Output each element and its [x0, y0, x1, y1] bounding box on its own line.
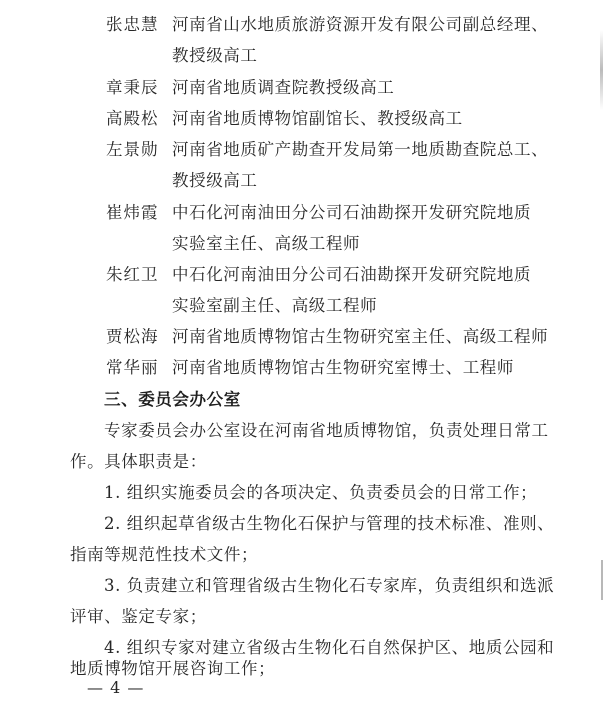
member-title: 河南省地质博物馆古生物研究室主任、高级工程师: [172, 327, 549, 346]
member-title: 河南省地质矿产勘查开发局第一地质勘查院总工、: [172, 140, 549, 159]
member-name: 张忠慧: [106, 15, 159, 34]
page-number: — 4 —: [87, 678, 145, 697]
section-intro-line: 作。具体职责是：: [70, 452, 207, 471]
member-name: 朱红卫: [106, 265, 159, 284]
member-title: 教授级高工: [172, 171, 258, 190]
duty-item: 4. 组织专家对建立省级古生物化石自然保护区、地质公园和: [104, 638, 555, 657]
duty-item: 2. 组织起草省级古生物化石保护与管理的技术标准、准则、: [104, 514, 555, 533]
member-name: 章秉辰: [106, 78, 159, 97]
duty-item: 1. 组织实施委员会的各项决定、负责委员会的日常工作；: [104, 483, 538, 502]
member-title: 河南省地质博物馆古生物研究室博士、工程师: [172, 358, 514, 377]
member-title: 河南省地质调查院教授级高工: [172, 78, 395, 97]
duty-item-continuation: 评审、鉴定专家；: [70, 607, 207, 626]
member-name: 崔炜霞: [106, 203, 159, 222]
member-name: 左景勋: [106, 140, 159, 159]
member-title: 中石化河南油田分公司石油勘探开发研究院地质: [172, 265, 532, 284]
member-title: 中石化河南油田分公司石油勘探开发研究院地质: [172, 203, 532, 222]
member-title: 河南省地质博物馆副馆长、教授级高工: [172, 109, 463, 128]
member-name: 贾松海: [106, 327, 159, 346]
member-title: 河南省山水地质旅游资源开发有限公司副总经理、: [172, 15, 549, 34]
duty-item-continuation: 地质博物馆开展咨询工作；: [70, 659, 276, 678]
member-name: 高殿松: [106, 109, 159, 128]
member-title: 实验室主任、高级工程师: [172, 234, 361, 253]
member-title: 教授级高工: [172, 46, 258, 65]
member-title: 实验室副主任、高级工程师: [172, 296, 378, 315]
duty-item: 3. 负责建立和管理省级古生物化石专家库，负责组织和选派: [104, 576, 555, 595]
member-name: 常华丽: [106, 358, 159, 377]
section-intro-line: 专家委员会办公室设在河南省地质博物馆，负责处理日常工: [104, 421, 549, 440]
duty-item-continuation: 指南等规范性技术文件；: [70, 545, 259, 564]
section-heading: 三、委员会办公室: [104, 390, 241, 409]
